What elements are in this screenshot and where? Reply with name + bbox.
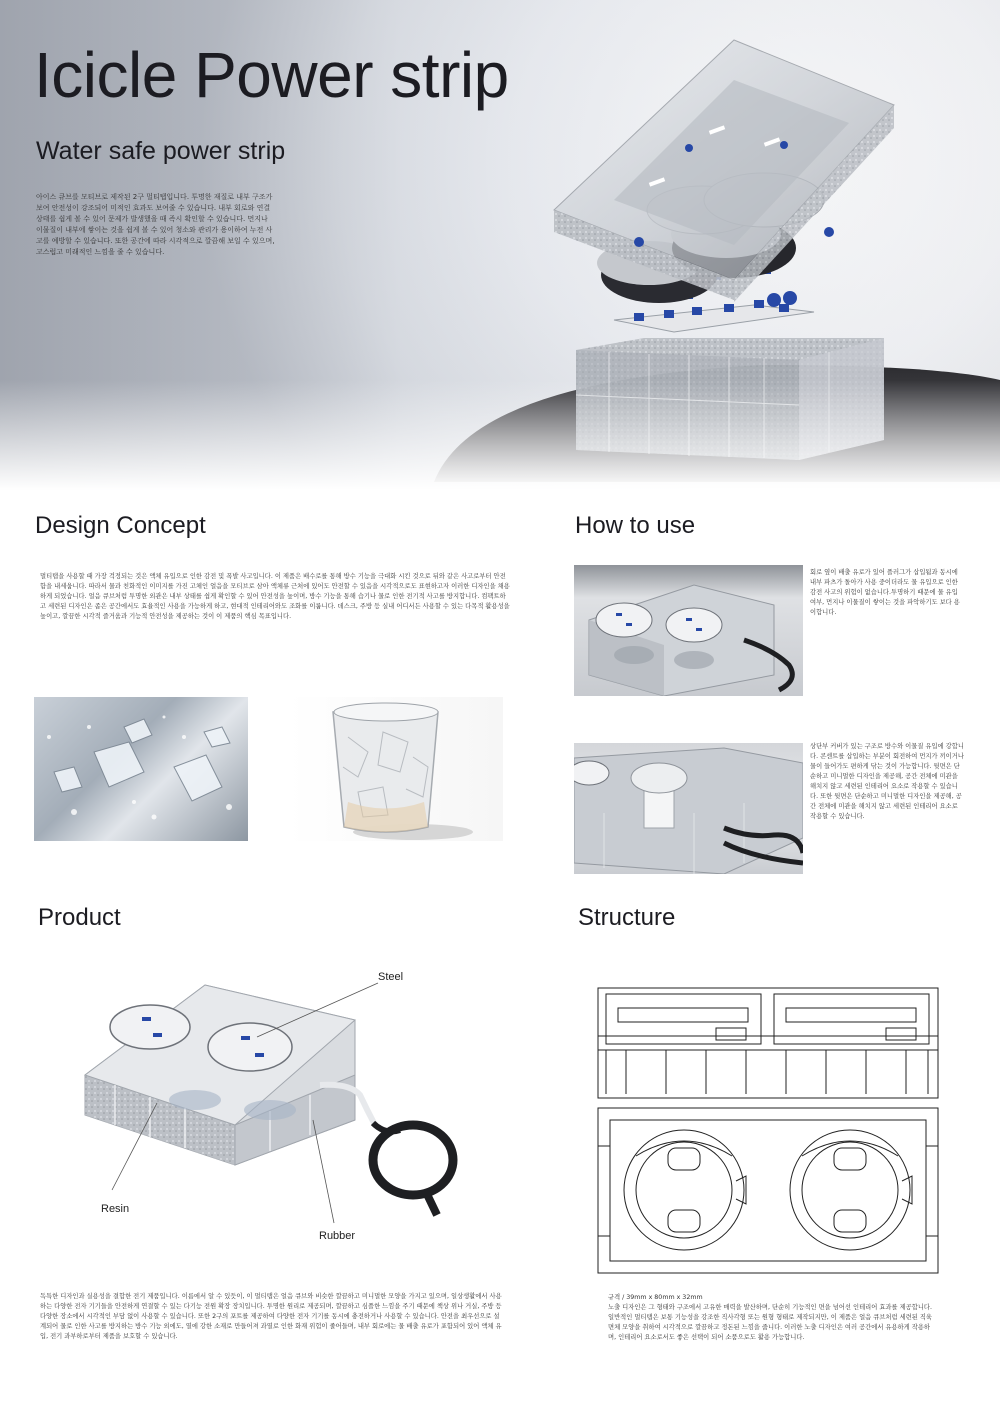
intro-text: 아이스 큐브를 모티브로 제작된 2구 멀티탭입니다. 투명한 재질로 내부 구조가 보여 안전성이 강조되어 미적인 효과도 보여줄 수 있습니다. 내부 회로와 연결 상태를 쉽게 볼 수 있어 문제가 발생했을 때 즉시 확인할 수 있습니다. 먼지나 이물질이 내부에 쌓이는 것을 쉽게 볼 수 있어 청소와 관리가 용이하여 누전 사고를 예방할 수 있습니다. 또한 공간에 따라 시각적으로 깔끔해 보일 수 있으며, 고스럽고 미래적인 느낌을 줄 수 있습니다. (36, 193, 275, 256)
how-to-use-photo-1 (574, 565, 803, 696)
label-resin: Resin (101, 1203, 130, 1215)
product-render (75, 965, 475, 1225)
design-concept-text: 멀티탭을 사용할 때 가장 걱정되는 것은 액체 유입으로 인한 감전 및 폭발 사고입니다. 이 제품은 배수로를 통해 방수 기능을 극대화 시킨 것으로 뒤와 같은 사고로부터 안전함을 내세웁니다. 따라서 물과 친화적인 이미지를 가진 고체인 얼음을 모티브로 삼아 액체류 근처에 있어도 안전할 수 있음을 시각적으로도 표현하고자 이러한 디자인을 채용하게 되었습니다. 얼음 큐브처럼 투명한 외관은 내부 상태를 쉽게 확인할 수 있어 안전성을 높이며, 방수 기능을 통해 습기나 물로 인한 전기적 사고를 방지합니다. 컴팩트하고 세련된 디자인은 좁은 공간에서도 효율적인 사용을 가능하게 하고, 현대적 인테리어와도 조화를 이룹니다. 데스크, 주방 등 실내 어디서든 사용할 수 있는 다목적 활용성을 높이고, 깔끔한 시각적 즐거움과 기능적 안전성을 제공하는 것이 이 제품의 핵심 목표입니다. (40, 573, 510, 620)
design-concept-heading: Design Concept (35, 512, 206, 539)
product-heading: Product (38, 904, 121, 931)
structure-drawing (596, 986, 941, 1276)
crystal-glass-photo (288, 697, 503, 841)
label-steel: Steel (378, 971, 404, 983)
product-text: 독특한 디자인과 실용성을 결합한 전기 제품입니다. 이름에서 알 수 있듯이, 이 멀티탭은 얼음 큐브와 비슷한 깔끔하고 미니멀한 모양을 가지고 있으며, 일상생활에서 사용하는 다양한 전자 기기들을 안전하게 연결할 수 있는 다기능 전원 확장 장치입니다. 투명한 원리로 제공되며, 깔끔하고 심플한 느낌을 주기 때문에 책상 위나 거실, 주방 등 다양한 장소에서 시각적인 부담 없이 사용할 수 있습니다. 또한 2구의 포트를 제공하여 다양한 전자 기기를 동시에 충전하거나 사용할 수 있습니다. 안전을 최우선으로 설계되어 물로 인한 사고를 방지하는 방수 기능 외에도, 열에 강한 소재로 만들어져 과열로 인한 화재 위험이 줄어들며, 내부 회로에는 물 배출 유로가 포함되어 있어 액체 유입, 전기 과부하로부터 제품을 보호할 수 있습니다. (40, 1293, 502, 1340)
structure-heading: Structure (578, 904, 676, 931)
how-to-use-text-1: 회로 옆이 배출 유로가 있어 플러그가 삽입됨과 동시에 내부 파츠가 돌아가 사용 중이더라도 물 유입으로 인한 감전 사고의 위험이 없습니다.투명하기 때문에 물 유입 여부, 먼지나 이물질이 쌓이는 것을 파악하기도 보다 용이합니다. (810, 569, 960, 616)
page-title: Icicle Power strip (34, 39, 509, 111)
structure-spec: 규격 / 39mm x 80mm x 32mm (608, 1294, 703, 1301)
how-to-use-text-2: 상단부 커버가 있는 구조로 방수와 이물질 유입에 강합니다. 콘센트를 삽입하는 부분이 회전하여 먼지가 끼이거나 물이 들어가도 편하게 닦는 것이 가능합니다. 뒷면은 단순하고 미니멀한 디자인을 제공해, 공간 전체에 미관을 해치지 않고 세련된 인테리어 요소로 작용할 수 있습니다. 또한 뒷면은 단순하고 미니멀한 디자인을 제공해, 공간 전체에 미관을 해치지 않고 세련된 인테리어 요소로 작용할 수 있습니다. (810, 743, 964, 820)
hero-fade (0, 380, 1000, 490)
structure-text: 노출 디자인은 그 형태와 구조에서 고유한 매력을 발산하며, 단순히 기능적인 면을 넘어선 인테리어 효과를 제공합니다. 일반적인 멀티탭은 보통 기능성을 강조한 직사각형 또는 원형 형태로 제작되지만, 이 제품은 얼음 큐브처럼 세련된 직육면체 모양을 취하여 시각적으로 깔끔하고 정돈된 느낌을 줍니다. 이러한 노출 디자인은 여러 공간에서 유용하게 작용하며, 인테리어 요소로서도 좋은 선택이 되어 소품으로도 활용 가능합니다. (608, 1304, 932, 1341)
label-rubber: Rubber (319, 1230, 356, 1242)
how-to-use-heading: How to use (575, 512, 696, 539)
how-to-use-photo-2 (574, 743, 803, 874)
page-subtitle: Water safe power strip (36, 137, 286, 165)
ice-cubes-photo (34, 697, 248, 841)
